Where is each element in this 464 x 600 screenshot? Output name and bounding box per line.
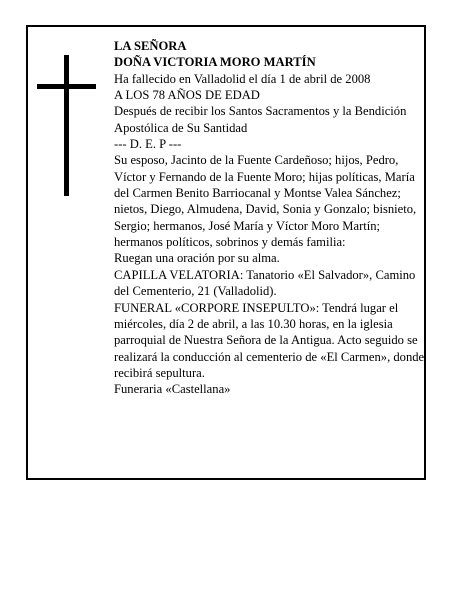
death-announcement: Ha fallecido en Valladolid el día 1 de abril de 2008 — [114, 71, 371, 86]
rip-line: --- D. E. P --- — [114, 137, 182, 152]
cross-horizontal-bar — [37, 84, 96, 89]
age-line: A LOS 78 AÑOS DE EDAD — [114, 88, 260, 103]
deceased-title: LA SEÑORA — [114, 39, 187, 53]
funeral-home: Funeraria «Castellana» — [114, 382, 231, 397]
cross-vertical-bar — [64, 55, 69, 196]
family-paragraph: Su esposo, Jacinto de la Fuente Cardeñoso; hijos, Pedro, Víctor y Fernando de la Fuente Moro; hijas políticas, María del Carmen Benito Barriocanal y Montse Valea Sánchez; nietos, Diego, Almudena, David, Sonia y Gonzalo; bisnieto, Sergio; hermanos, José María y Víctor Moro Martín; hermanos políticos, sobrinos y demás familia: — [114, 153, 417, 250]
obituary-text — [114, 38, 430, 398]
sacraments-line: Después de recibir los Santos Sacramentos y la Bendición Apostólica de Su Santidad — [114, 104, 407, 135]
prayer-request: Ruegan una oración por su alma. — [114, 251, 280, 266]
deceased-name: DOÑA VICTORIA MORO MARTÍN — [114, 55, 316, 70]
funeral-info: FUNERAL «CORPORE INSEPULTO»: Tendrá lugar el miércoles, día 2 de abril, a las 10.30 horas, en la iglesia parroquial de Nuestra Señora de la Antigua. Acto seguido se realizará la conducción al cementerio de «El Carmen», donde recibirá sepultura. — [114, 300, 425, 380]
chapel-info: CAPILLA VELATORIA: Tanatorio «El Salvador», Camino del Cementerio, 21 (Valladolid). — [114, 267, 416, 299]
